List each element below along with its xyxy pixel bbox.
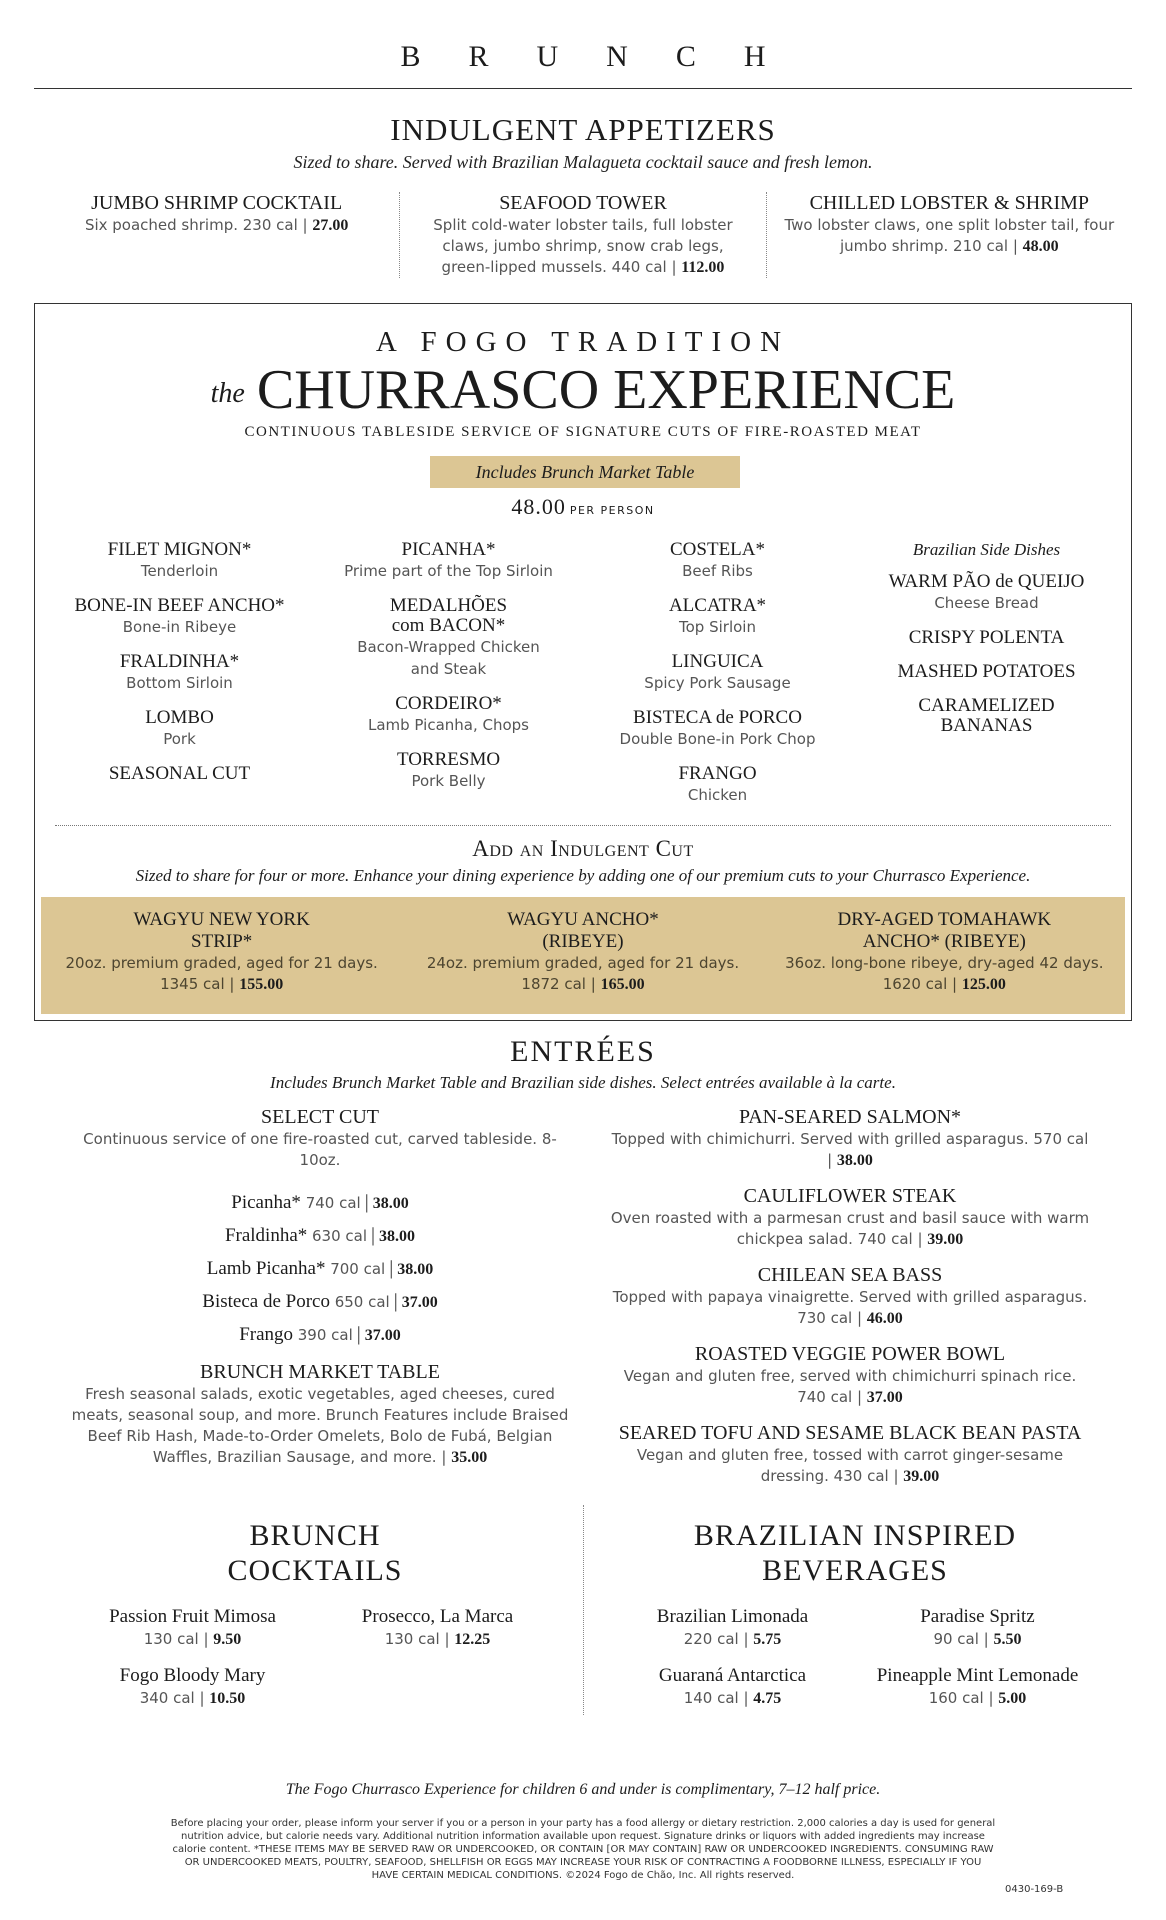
meat-desc: Bottom Sirloin bbox=[126, 674, 233, 692]
appetizer-item bbox=[34, 192, 399, 278]
appetizer-name: CHILLED LOBSTER & SHRIMP bbox=[809, 192, 1090, 214]
menu-title: BRUNCH bbox=[400, 40, 814, 73]
meat-name: LOMBO bbox=[145, 707, 214, 728]
appetizer-name: JUMBO SHRIMP COCKTAIL bbox=[91, 192, 343, 214]
meat-name: LINGUICA bbox=[671, 651, 764, 672]
meat-item bbox=[583, 596, 852, 638]
indulgent-item bbox=[41, 897, 402, 1014]
indulgent-cal: 1872 cal | bbox=[521, 975, 596, 993]
churrasco-divider bbox=[55, 825, 1111, 826]
select-cut-item bbox=[70, 1106, 570, 1171]
appetizer-price: 27.00 bbox=[312, 217, 349, 234]
meat-item bbox=[45, 708, 314, 750]
beverages-title-line2: BEVERAGES bbox=[762, 1554, 948, 1587]
meat-name: BONE-IN BEEF ANCHO* bbox=[74, 595, 285, 616]
side-name: MASHED POTATOES bbox=[897, 661, 1076, 682]
cut-name: Lamb Picanha* bbox=[206, 1258, 326, 1279]
side-name: CRISPY POLENTA bbox=[908, 627, 1065, 648]
drink-price: 9.50 bbox=[213, 1631, 242, 1648]
sides-column bbox=[852, 540, 1121, 820]
meat-desc: Beef Ribs bbox=[682, 562, 753, 580]
meat-item bbox=[314, 596, 583, 680]
fine-print: Before placing your order, please inform your server if you or a person in your party has a food allergy or dietary restriction. 2,000 calories a day is used for general nutrition advice, but calorie needs vary. Additional nutrition information available upon request. Signature drinks or liquors with added ingredients may increase calorie content. *THESE ITEMS MAY BE SERVED RAW OR UNDERCOOKED, OR CONTAIN [OR MAY CONTAIN] RAW OR UNDERCOOKED INGREDIENTS. CONSUMING RAW OR UNDERCOOKED MEATS, POULTRY, SEAFOOD, SHELLFISH OR EGGS MAY INCREASE YOUR RISK OF CONTRACTING A FOODBORNE ILLNESS, ESPECIALLY IF YOU HAVE CERTAIN MEDICAL CONDITIONS. ©2024 Fogo de Chão, Inc. All rights reserved. bbox=[170, 1818, 996, 1881]
cut-cal: 700 cal bbox=[330, 1260, 386, 1278]
meat-desc: Prime part of the Top Sirloin bbox=[344, 562, 553, 580]
entree-item bbox=[610, 1422, 1090, 1487]
beverage-item bbox=[610, 1606, 855, 1651]
appetizer-desc: Two lobster claws, one split lobster tail, four jumbo shrimp. 210 cal | bbox=[784, 216, 1115, 255]
indulgent-desc: 20oz. premium graded, aged for 21 days. bbox=[65, 954, 378, 972]
indulgent-name-line2: (RIBEYE) bbox=[542, 931, 624, 952]
cut-price: 38.00 bbox=[372, 1195, 409, 1212]
drink-name: Guaraná Antarctica bbox=[658, 1665, 807, 1686]
drink-price: 10.50 bbox=[209, 1690, 246, 1707]
indulgent-cuts bbox=[41, 897, 1125, 1014]
tradition-label: A FOGO TRADITION bbox=[375, 326, 791, 358]
entree-price: 39.00 bbox=[903, 1468, 940, 1485]
churrasco-heading-text: CHURRASCO EXPERIENCE bbox=[256, 359, 956, 421]
cut-option: Frango 390 cal | 37.00 bbox=[239, 1323, 401, 1345]
per-person-label: PER PERSON bbox=[569, 504, 655, 517]
menu-code: 0430-169-B bbox=[1005, 1884, 1064, 1895]
meat-desc: Bacon-Wrapped Chicken and Steak bbox=[357, 638, 540, 678]
appetizer-desc: Split cold-water lobster tails, full lobster claws, jumbo shrimp, snow crab legs, green-lipped mussels. 440 cal | bbox=[433, 216, 733, 276]
side-desc: Cheese Bread bbox=[934, 594, 1039, 612]
entree-price: 38.00 bbox=[836, 1152, 873, 1169]
drink-cal: 130 cal | bbox=[143, 1630, 209, 1648]
meat-name: SEASONAL CUT bbox=[108, 763, 251, 784]
entrees-right-column bbox=[610, 1106, 1090, 1501]
churrasco-heading bbox=[35, 358, 1131, 422]
indulgent-price: 165.00 bbox=[600, 976, 645, 993]
entrees-left-column bbox=[70, 1106, 570, 1482]
cut-price: 37.00 bbox=[364, 1327, 401, 1344]
churrasco-section bbox=[34, 303, 1132, 1021]
side-name: WARM PÃO de QUEIJO bbox=[888, 571, 1085, 592]
meat-item bbox=[45, 596, 314, 638]
entree-item bbox=[610, 1343, 1090, 1408]
cut-option: Picanha* 740 cal | 38.00 bbox=[231, 1191, 409, 1213]
meat-item bbox=[583, 652, 852, 694]
cut-price: 38.00 bbox=[397, 1261, 434, 1278]
indulgent-name: WAGYU ANCHO* bbox=[507, 909, 659, 930]
side-item bbox=[852, 662, 1121, 682]
beverage-item bbox=[855, 1606, 1100, 1651]
entree-name: SEARED TOFU AND SESAME BLACK BEAN PASTA bbox=[618, 1422, 1082, 1444]
entree-desc: Vegan and gluten free, tossed with carrot ginger-sesame dressing. 430 cal | bbox=[636, 1446, 1064, 1485]
appetizers-subtitle: Sized to share. Served with Brazilian Malagueta cocktail sauce and fresh lemon. bbox=[293, 152, 873, 172]
drink-price: 12.25 bbox=[454, 1631, 491, 1648]
select-cut-options bbox=[70, 1191, 570, 1347]
meat-name: ALCATRA* bbox=[668, 595, 767, 616]
entree-name: CAULIFLOWER STEAK bbox=[743, 1185, 957, 1207]
drink-name: Prosecco, La Marca bbox=[361, 1606, 514, 1627]
meat-item bbox=[314, 750, 583, 792]
churrasco-tagline: CONTINUOUS TABLESIDE SERVICE OF SIGNATURE CUTS OF FIRE-ROASTED MEAT bbox=[244, 424, 922, 440]
cocktails-title-line1: BRUNCH bbox=[249, 1519, 381, 1552]
meat-desc: Double Bone-in Pork Chop bbox=[619, 730, 816, 748]
meat-item bbox=[583, 764, 852, 806]
side-item bbox=[852, 572, 1121, 614]
meat-desc: Pork bbox=[163, 730, 196, 748]
drink-name: Paradise Spritz bbox=[920, 1606, 1035, 1627]
entree-item bbox=[610, 1106, 1090, 1171]
sides-heading: Brazilian Side Dishes bbox=[912, 540, 1061, 559]
meat-name: BISTECA de PORCO bbox=[633, 707, 802, 728]
entrees-title: ENTRÉES bbox=[510, 1035, 656, 1068]
meat-column bbox=[583, 540, 852, 820]
beverages-title bbox=[610, 1518, 1100, 1588]
side-name: CARAMELIZED BANANAS bbox=[918, 695, 1055, 736]
drinks-divider bbox=[583, 1505, 584, 1715]
cut-name: Fraldinha* bbox=[224, 1225, 308, 1246]
meat-desc: Pork Belly bbox=[411, 772, 486, 790]
meat-desc: Chicken bbox=[687, 786, 748, 804]
indulgent-desc: 24oz. premium graded, aged for 21 days. bbox=[426, 954, 740, 972]
meat-item bbox=[45, 540, 314, 582]
beverages-section bbox=[610, 1518, 1100, 1710]
entree-price: 37.00 bbox=[866, 1389, 903, 1406]
cut-name: Picanha* bbox=[231, 1192, 301, 1213]
cut-option: Lamb Picanha* 700 cal | 38.00 bbox=[206, 1257, 434, 1279]
meat-item bbox=[583, 540, 852, 582]
meat-column bbox=[314, 540, 583, 820]
meat-item bbox=[45, 652, 314, 694]
meat-desc: Spicy Pork Sausage bbox=[644, 674, 791, 692]
header-divider bbox=[34, 88, 1132, 89]
churrasco-price-value: 48.00 bbox=[511, 494, 566, 519]
entree-desc: Vegan and gluten free, served with chimichurri spinach rice. 740 cal | bbox=[623, 1367, 1077, 1406]
drink-cal: 220 cal | bbox=[683, 1630, 749, 1648]
indulgent-item bbox=[764, 897, 1125, 1014]
beverage-item bbox=[610, 1665, 855, 1710]
market-table-badge: Includes Brunch Market Table bbox=[430, 456, 740, 488]
indulgent-desc: 36oz. long-bone ribeye, dry-aged 42 days. bbox=[785, 954, 1104, 972]
entree-name: BRUNCH MARKET TABLE bbox=[200, 1361, 440, 1383]
churrasco-the: the bbox=[210, 378, 245, 409]
meat-name: PICANHA* bbox=[401, 539, 496, 560]
appetizer-price: 48.00 bbox=[1022, 238, 1059, 255]
drink-cal: 340 cal | bbox=[139, 1689, 205, 1707]
drink-price: 5.75 bbox=[753, 1631, 782, 1648]
drink-name: Passion Fruit Mimosa bbox=[109, 1606, 276, 1627]
entree-name: PAN-SEARED SALMON* bbox=[738, 1106, 962, 1128]
cocktails-section bbox=[70, 1518, 560, 1710]
side-item bbox=[852, 628, 1121, 648]
cut-cal: 650 cal bbox=[334, 1293, 390, 1311]
drink-cal: 130 cal | bbox=[384, 1630, 450, 1648]
entree-price: 39.00 bbox=[927, 1231, 964, 1248]
indulgent-cal: 1620 cal | bbox=[882, 975, 958, 993]
meat-name: FILET MIGNON* bbox=[107, 539, 252, 560]
appetizers-list bbox=[34, 192, 1132, 278]
appetizer-price: 112.00 bbox=[681, 259, 725, 276]
indulgent-name: WAGYU NEW YORK bbox=[133, 909, 310, 930]
entree-desc: Topped with chimichurri. Served with grilled asparagus. 570 cal | bbox=[611, 1130, 1089, 1169]
indulgent-item bbox=[402, 897, 763, 1014]
meat-name: COSTELA* bbox=[670, 539, 765, 560]
cocktail-item bbox=[70, 1606, 315, 1651]
meat-desc: Top Sirloin bbox=[679, 618, 756, 636]
drink-price: 5.00 bbox=[998, 1690, 1027, 1707]
cut-price: 38.00 bbox=[379, 1228, 416, 1245]
cut-option: Bisteca de Porco 650 cal | 37.00 bbox=[202, 1290, 438, 1312]
cocktails-title bbox=[70, 1518, 560, 1588]
beverages-list bbox=[610, 1606, 1100, 1710]
meat-item bbox=[45, 764, 314, 784]
meat-name: TORRESMO bbox=[396, 749, 501, 770]
drink-price: 5.50 bbox=[993, 1631, 1022, 1648]
cut-name: Frango bbox=[239, 1324, 294, 1345]
entree-desc: Topped with papaya vinaigrette. Served with grilled asparagus. 730 cal | bbox=[612, 1288, 1088, 1327]
drink-price: 4.75 bbox=[753, 1690, 782, 1707]
drink-name: Brazilian Limonada bbox=[656, 1606, 809, 1627]
cocktails-title-line2: COCKTAILS bbox=[227, 1554, 403, 1587]
meat-columns bbox=[45, 540, 1121, 820]
appetizer-item bbox=[766, 192, 1132, 278]
drink-cal: 90 cal | bbox=[933, 1630, 989, 1648]
entrees-subtitle: Includes Brunch Market Table and Brazilian side dishes. Select entrées available à la carte. bbox=[270, 1073, 896, 1092]
meat-desc: Lamb Picanha, Chops bbox=[367, 716, 529, 734]
churrasco-price bbox=[35, 494, 1131, 520]
appetizer-item bbox=[399, 192, 765, 278]
meat-desc: Bone-in Ribeye bbox=[122, 618, 237, 636]
meat-column bbox=[45, 540, 314, 820]
cocktail-item bbox=[70, 1665, 315, 1710]
entree-desc: Oven roasted with a parmesan crust and basil sauce with warm chickpea salad. 740 cal | bbox=[610, 1209, 1090, 1248]
meat-desc: Tenderloin bbox=[140, 562, 219, 580]
beverage-item bbox=[855, 1665, 1100, 1710]
indulgent-price: 155.00 bbox=[239, 976, 284, 993]
cut-name: Bisteca de Porco bbox=[202, 1291, 330, 1312]
cocktails-list bbox=[70, 1606, 560, 1710]
cocktail-item bbox=[315, 1606, 560, 1651]
entree-name: SELECT CUT bbox=[261, 1106, 379, 1128]
drink-name: Pineapple Mint Lemonade bbox=[876, 1665, 1079, 1686]
meat-item bbox=[583, 708, 852, 750]
appetizer-desc: Six poached shrimp. 230 cal | bbox=[84, 216, 308, 234]
cut-option: Fraldinha* 630 cal | 38.00 bbox=[224, 1224, 416, 1246]
appetizers-title: INDULGENT APPETIZERS bbox=[390, 112, 776, 147]
entree-item bbox=[610, 1185, 1090, 1250]
entree-name: CHILEAN SEA BASS bbox=[757, 1264, 943, 1286]
drink-cal: 140 cal | bbox=[683, 1689, 749, 1707]
appetizer-name: SEAFOOD TOWER bbox=[499, 192, 667, 214]
entree-item bbox=[610, 1264, 1090, 1329]
meat-name: CORDEIRO* bbox=[395, 693, 502, 714]
cut-cal: 630 cal bbox=[312, 1227, 368, 1245]
meat-name: FRALDINHA* bbox=[119, 651, 240, 672]
entree-desc: Continuous service of one fire-roasted cut, carved tableside. 8-10oz. bbox=[83, 1130, 557, 1169]
cut-cal: 390 cal bbox=[297, 1326, 353, 1344]
meat-item bbox=[314, 694, 583, 736]
indulgent-name-line2: STRIP* bbox=[191, 931, 253, 952]
drink-cal: 160 cal | bbox=[928, 1689, 994, 1707]
meat-name: FRANGO bbox=[678, 763, 757, 784]
cut-cal: 740 cal bbox=[305, 1194, 361, 1212]
entree-desc: Fresh seasonal salads, exotic vegetables, aged cheeses, cured meats, seasonal soup, and more. Brunch Features include Braised Beef Rib Hash, Made-to-Order Omelets, Bolo de Fubá, Belgian Waffles, Brazilian Sausage, and more. | bbox=[71, 1385, 569, 1466]
indulgent-name-line2: ANCHO* (RIBEYE) bbox=[862, 931, 1026, 952]
indulgent-name: DRY-AGED TOMAHAWK bbox=[837, 909, 1052, 930]
entree-price: 35.00 bbox=[451, 1449, 488, 1466]
indulgent-subtitle: Sized to share for four or more. Enhance your dining experience by adding one of our premium cuts to your Churrasco Experience. bbox=[135, 866, 1031, 885]
cut-price: 37.00 bbox=[401, 1294, 438, 1311]
beverages-title-line1: BRAZILIAN INSPIRED bbox=[693, 1519, 1017, 1552]
entree-price: 46.00 bbox=[866, 1310, 903, 1327]
meat-item bbox=[314, 540, 583, 582]
entree-name: ROASTED VEGGIE POWER BOWL bbox=[694, 1343, 1006, 1365]
children-note: The Fogo Churrasco Experience for children 6 and under is complimentary, 7–12 half price. bbox=[285, 1781, 881, 1798]
market-table-item bbox=[70, 1361, 570, 1468]
indulgent-price: 125.00 bbox=[961, 976, 1006, 993]
indulgent-cal: 1345 cal | bbox=[160, 975, 235, 993]
meat-name: MEDALHÕES com BACON* bbox=[389, 595, 508, 636]
indulgent-title: Add an Indulgent Cut bbox=[472, 836, 694, 861]
side-item bbox=[852, 696, 1121, 736]
drink-name: Fogo Bloody Mary bbox=[119, 1665, 266, 1686]
